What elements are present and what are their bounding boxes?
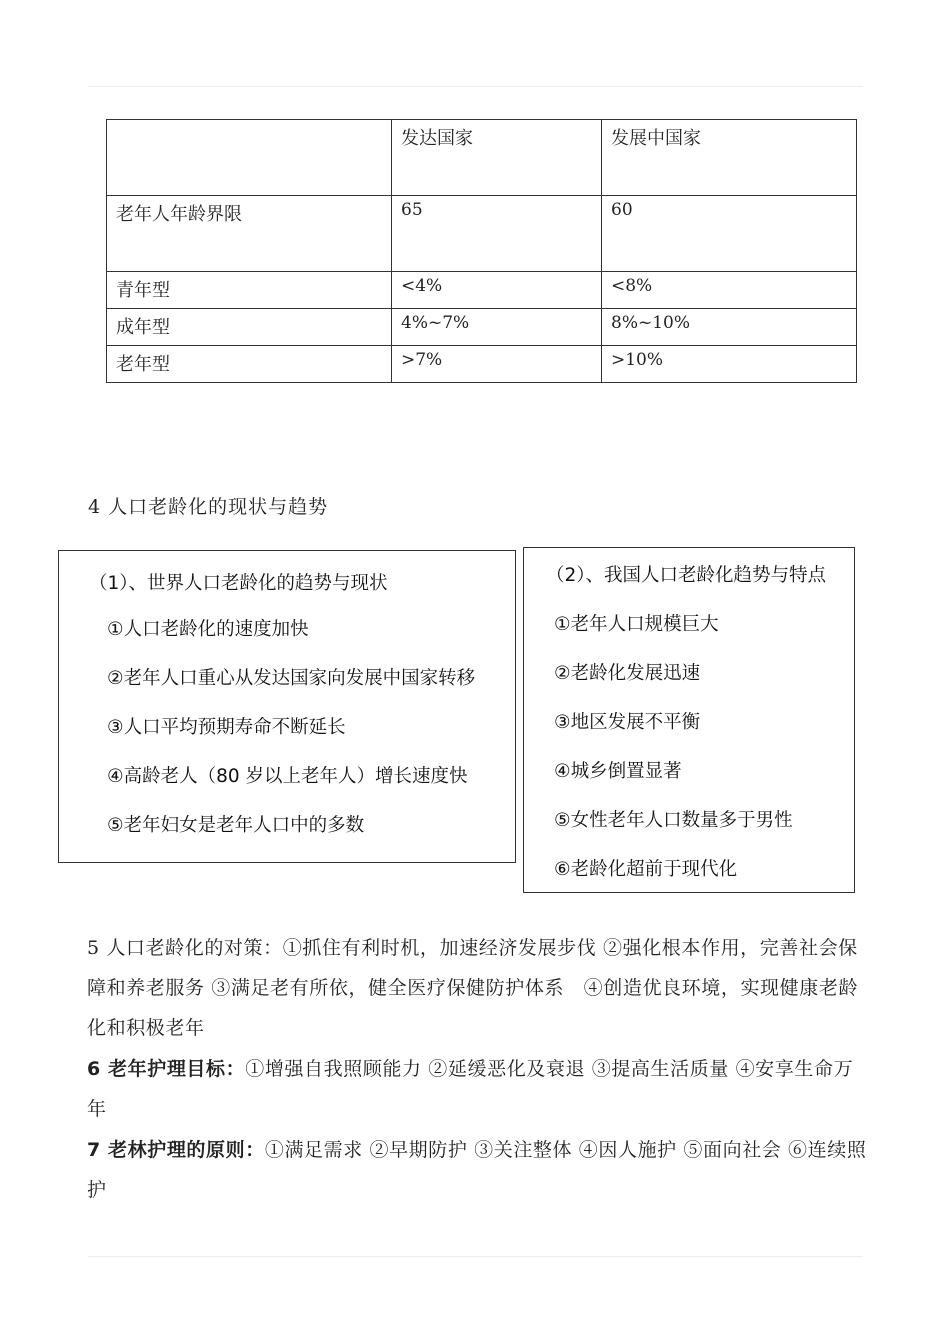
- table-cell: 青年型: [107, 272, 392, 309]
- table-cell: >7%: [392, 346, 602, 383]
- table-cell: 老年型: [107, 346, 392, 383]
- list-item: ⑤女性老年人口数量多于男性: [554, 810, 793, 831]
- table-row: [107, 346, 857, 383]
- table-row: [107, 309, 857, 346]
- list-item: ④城乡倒置显著: [554, 761, 682, 782]
- list-item: ①老年人口规模巨大: [554, 614, 719, 635]
- table-cell: 4%~7%: [392, 309, 602, 346]
- care-principles-paragraph: [87, 1130, 867, 1210]
- list-item: ②老年人口重心从发达国家向发展中国家转移: [107, 668, 476, 689]
- table-cell: 成年型: [107, 309, 392, 346]
- list-item: ⑥老龄化超前于现代化: [554, 859, 738, 880]
- table-cell: 65: [392, 196, 602, 272]
- table-cell: <8%: [602, 272, 857, 309]
- care-goals-label: 6 老年护理目标：: [87, 1058, 246, 1080]
- list-item: ①人口老龄化的速度加快: [107, 619, 309, 640]
- top-divider: [88, 86, 863, 87]
- care-goals-text: ①增强自我照顾能力 ②延缓恶化及衰退 ③提高生活质量 ④安享生命万年: [87, 1058, 854, 1120]
- list-item: ③地区发展不平衡: [554, 712, 701, 733]
- table-cell: 老年人年龄界限: [107, 196, 392, 272]
- table-header-cell: 发展中国家: [602, 120, 857, 196]
- section-heading: 4 人口老龄化的现状与趋势: [88, 496, 329, 518]
- box-title: （2）、我国人口老龄化趋势与特点: [546, 565, 827, 586]
- list-item: ④高龄老人（80 岁以上老年人）增长速度快: [107, 766, 468, 787]
- list-item: ⑤老年妇女是老年人口中的多数: [107, 815, 365, 836]
- table-cell: 60: [602, 196, 857, 272]
- world-aging-box: [58, 550, 516, 863]
- list-item: ③人口平均预期寿命不断延长: [107, 717, 346, 738]
- table-cell: <4%: [392, 272, 602, 309]
- table-cell: >10%: [602, 346, 857, 383]
- care-principles-text: ①满足需求 ②早期防护 ③关注整体 ④因人施护 ⑤面向社会 ⑥连续照护: [87, 1139, 867, 1201]
- table-header-cell: 发达国家: [392, 120, 602, 196]
- table-row: [107, 272, 857, 309]
- table-header-row: [107, 120, 857, 196]
- table-row: [107, 196, 857, 272]
- care-principles-label: 7 老林护理的原则：: [87, 1139, 265, 1161]
- china-aging-box: [523, 547, 855, 893]
- aging-criteria-table: [106, 119, 857, 383]
- table-header-cell: [107, 120, 392, 196]
- care-goals-paragraph: [87, 1049, 867, 1129]
- table-cell: 8%~10%: [602, 309, 857, 346]
- list-item: ②老龄化发展迅速: [554, 663, 701, 684]
- aging-countermeasures-paragraph: 5 人口老龄化的对策：①抓住有利时机，加速经济发展步伐 ②强化根本作用，完善社会保障和养老服务 ③满足老有所依，健全医疗保健防护体系 ④创造优良环境，实现健康老龄化和积极老年: [87, 937, 859, 1039]
- box-title: （1）、世界人口老龄化的趋势与现状: [89, 573, 388, 594]
- bottom-divider: [88, 1256, 863, 1257]
